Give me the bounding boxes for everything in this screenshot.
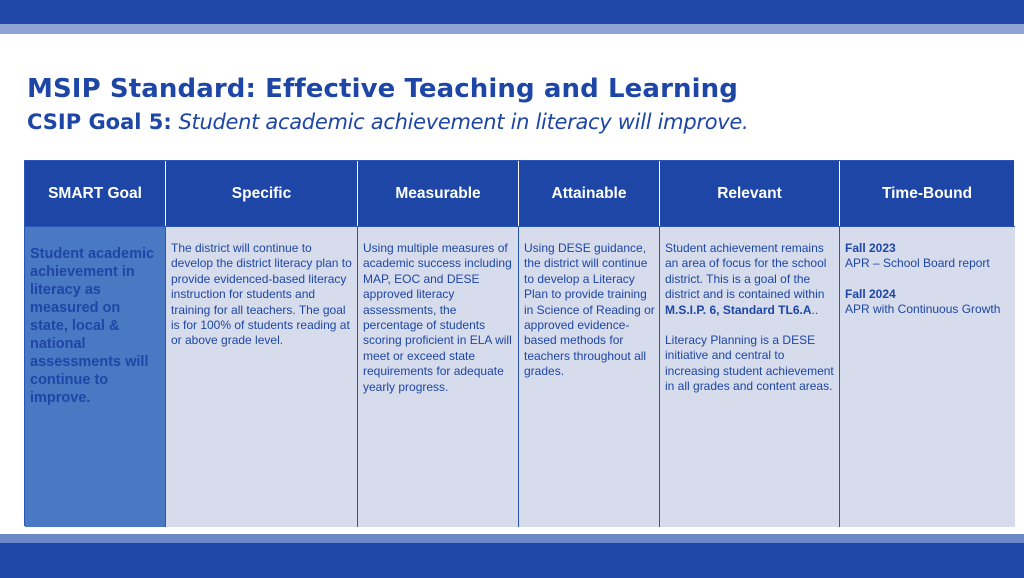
- bottom-banner-dark: [0, 543, 1024, 578]
- header-smart-goal: SMART Goal: [25, 161, 166, 226]
- time-bound-item2-text: APR with Continuous Growth: [845, 302, 1001, 317]
- cell-measurable: Using multiple measures of academic success including MAP, EOC and DESE approved literacy assessments, the percentage of students scoring proficient in ELA will meet or exceed state requirements for adequate yearly progress.: [358, 226, 519, 527]
- top-banner-light: [0, 24, 1024, 34]
- header-time-bound: Time-Bound: [840, 161, 1015, 226]
- header-relevant: Relevant: [660, 161, 840, 226]
- smart-goal-table: [24, 160, 1014, 526]
- goal-label: CSIP Goal 5:: [27, 110, 172, 134]
- time-bound-item1-text: APR – School Board report: [845, 256, 990, 271]
- cell-specific: The district will continue to develop the district literacy plan to provide evidenced-based literacy instruction for students and training for all teachers. The goal is for 100% of students reading at or above grade level.: [166, 226, 358, 527]
- relevant-msip-ref: M.S.I.P. 6,: [665, 302, 720, 317]
- slide-subtitle: [27, 110, 748, 134]
- cell-time-bound: [840, 226, 1015, 527]
- header-attainable: Attainable: [519, 161, 660, 226]
- relevant-text-end: ..: [811, 302, 819, 317]
- header-specific: Specific: [166, 161, 358, 226]
- relevant-paragraph-2: Literacy Planning is a DESE initiative and central to increasing student achievement in all grades and content areas.: [665, 333, 834, 394]
- relevant-text-start: Student achievement remains an area of focus for the school district. This is a goal of the district and is contained within: [665, 241, 827, 302]
- relevant-paragraph-1: [665, 241, 835, 318]
- cell-relevant: [660, 226, 840, 527]
- time-bound-fall-2023: Fall 2023: [845, 241, 896, 255]
- header-measurable: Measurable: [358, 161, 519, 226]
- cell-attainable: Using DESE guidance, the district will continue to develop a Literacy Plan to provide training in Science of Reading or approved evidence-based methods for teachers throughout all grades.: [519, 226, 660, 527]
- relevant-standard-ref: Standard TL6.A: [722, 302, 812, 317]
- bottom-banner-light: [0, 534, 1024, 543]
- cell-smart-goal: Student academic achievement in literacy as measured on state, local & national assessments will continue to improve.: [25, 226, 166, 527]
- goal-text: Student academic achievement in literacy will improve.: [178, 110, 749, 134]
- slide-title: MSIP Standard: Effective Teaching and Learning: [27, 74, 738, 104]
- top-banner-dark: [0, 0, 1024, 24]
- time-bound-fall-2024: Fall 2024: [845, 286, 896, 301]
